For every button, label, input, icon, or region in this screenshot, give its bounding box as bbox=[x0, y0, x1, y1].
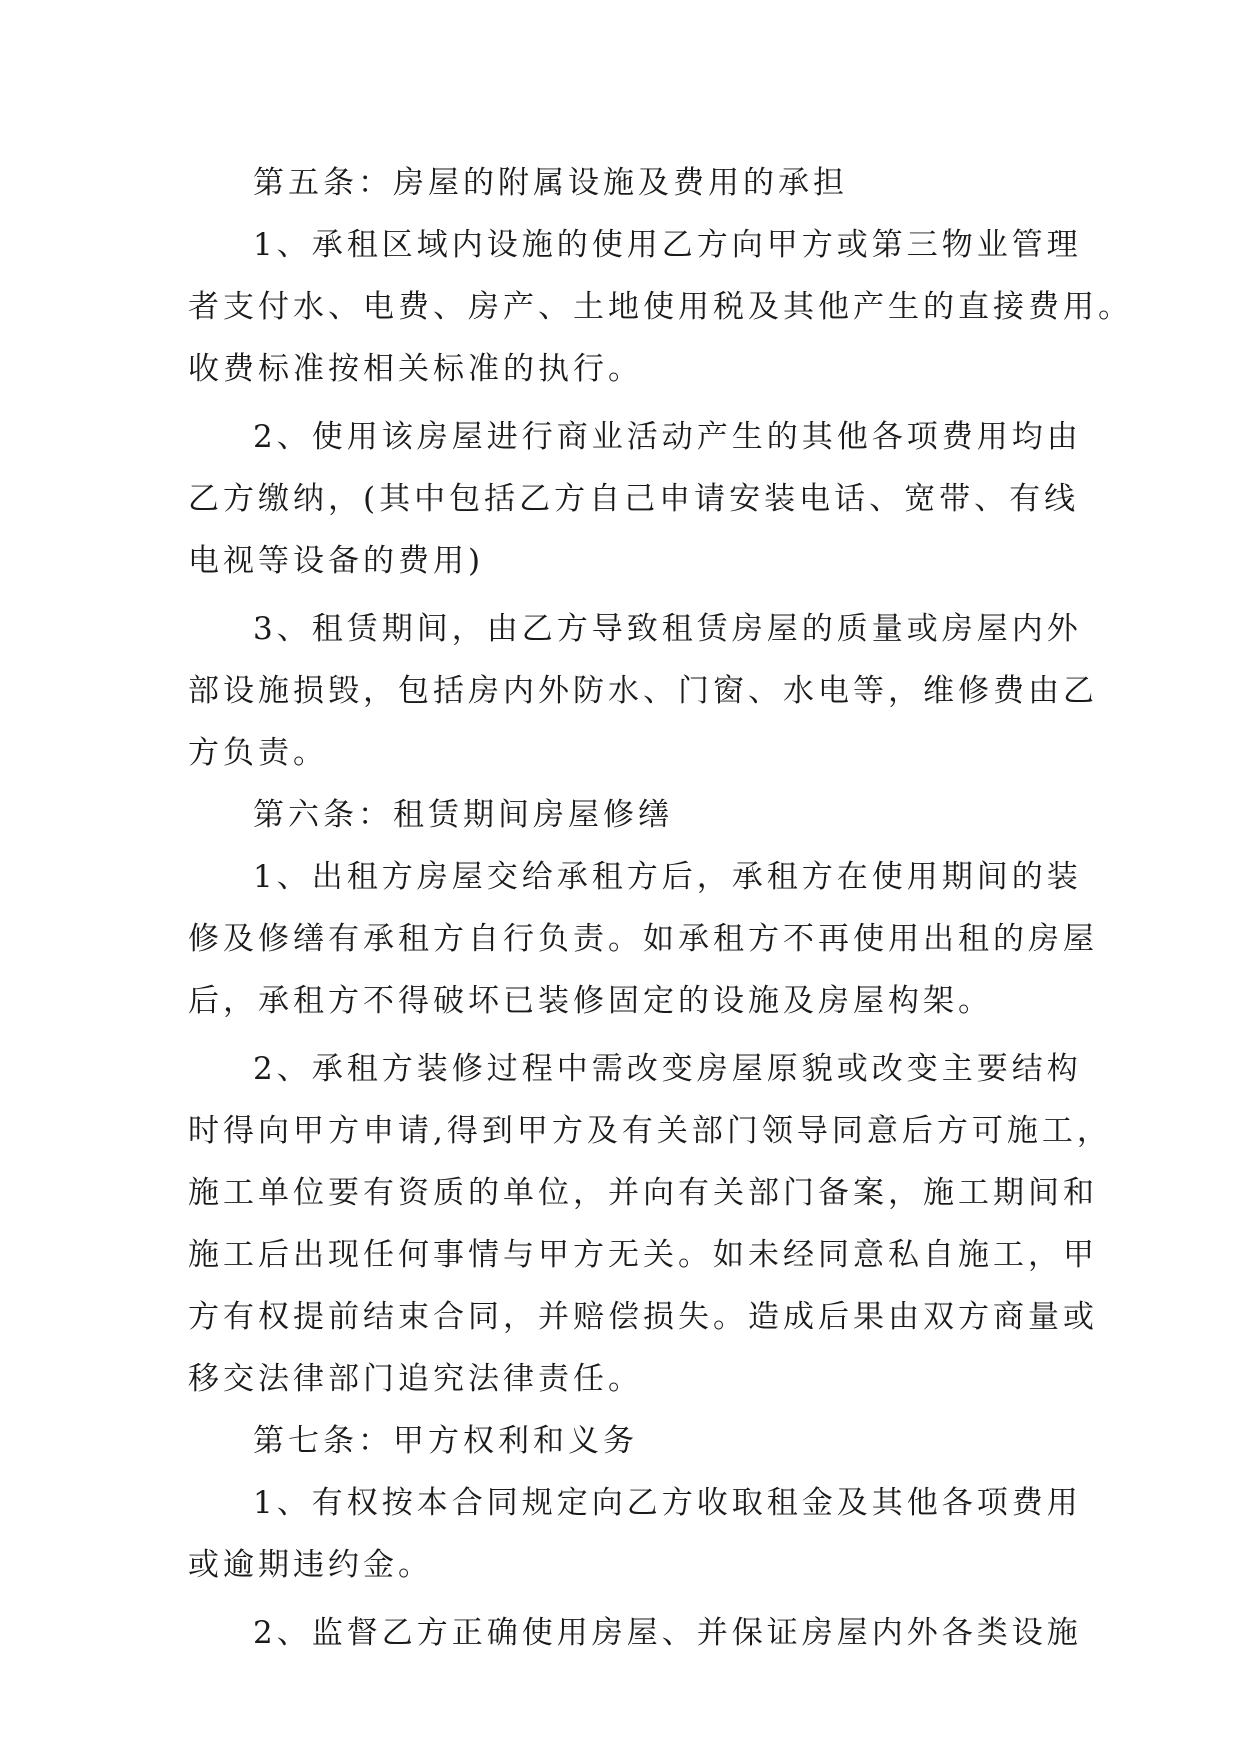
paragraph-line: 者支付水、电费、房产、土地使用税及其他产生的直接费用。 bbox=[188, 289, 1133, 325]
section-heading-5: 第五条：房屋的附属设施及费用的承担 bbox=[253, 165, 848, 201]
paragraph-line: 修及修缮有承租方自行负责。如承租方不再使用出租的房屋 bbox=[188, 921, 1098, 957]
paragraph-line: 2、监督乙方正确使用房屋、并保证房屋内外各类设施 bbox=[253, 1615, 1082, 1651]
paragraph-line: 或逾期违约金。 bbox=[188, 1547, 433, 1583]
paragraph-line: 1、有权按本合同规定向乙方收取租金及其他各项费用 bbox=[253, 1485, 1082, 1521]
paragraph-line: 施工后出现任何事情与甲方无关。如未经同意私自施工，甲 bbox=[188, 1237, 1098, 1273]
section-heading-6: 第六条：租赁期间房屋修缮 bbox=[253, 797, 673, 833]
paragraph-line: 方负责。 bbox=[188, 735, 328, 771]
section-heading-7: 第七条：甲方权利和义务 bbox=[253, 1423, 638, 1459]
paragraph-line: 时得向甲方申请,得到甲方及有关部门领导同意后方可施工， bbox=[188, 1113, 1112, 1149]
paragraph-line: 3、租赁期间，由乙方导致租赁房屋的质量或房屋内外 bbox=[253, 611, 1082, 647]
paragraph-line: 施工单位要有资质的单位，并向有关部门备案，施工期间和 bbox=[188, 1175, 1098, 1211]
paragraph-line: 1、出租方房屋交给承租方后，承租方在使用期间的装 bbox=[253, 859, 1082, 895]
paragraph-line: 2、使用该房屋进行商业活动产生的其他各项费用均由 bbox=[253, 419, 1082, 455]
paragraph-line: 电视等设备的费用) bbox=[188, 543, 485, 579]
paragraph-line: 方有权提前结束合同，并赔偿损失。造成后果由双方商量或 bbox=[188, 1299, 1098, 1335]
paragraph-line: 移交法律部门追究法律责任。 bbox=[188, 1361, 643, 1397]
paragraph-line: 部设施损毁，包括房内外防水、门窗、水电等，维修费由乙 bbox=[188, 673, 1098, 709]
document-body bbox=[188, 152, 1133, 1664]
paragraph-line: 乙方缴纳，(其中包括乙方自己申请安装电话、宽带、有线 bbox=[188, 481, 1080, 517]
paragraph-line: 1、承租区域内设施的使用乙方向甲方或第三物业管理 bbox=[253, 227, 1082, 263]
paragraph-line: 后，承租方不得破坏已装修固定的设施及房屋构架。 bbox=[188, 983, 993, 1019]
paragraph-line: 2、承租方装修过程中需改变房屋原貌或改变主要结构 bbox=[253, 1051, 1082, 1087]
paragraph-line: 收费标准按相关标准的执行。 bbox=[188, 351, 643, 387]
